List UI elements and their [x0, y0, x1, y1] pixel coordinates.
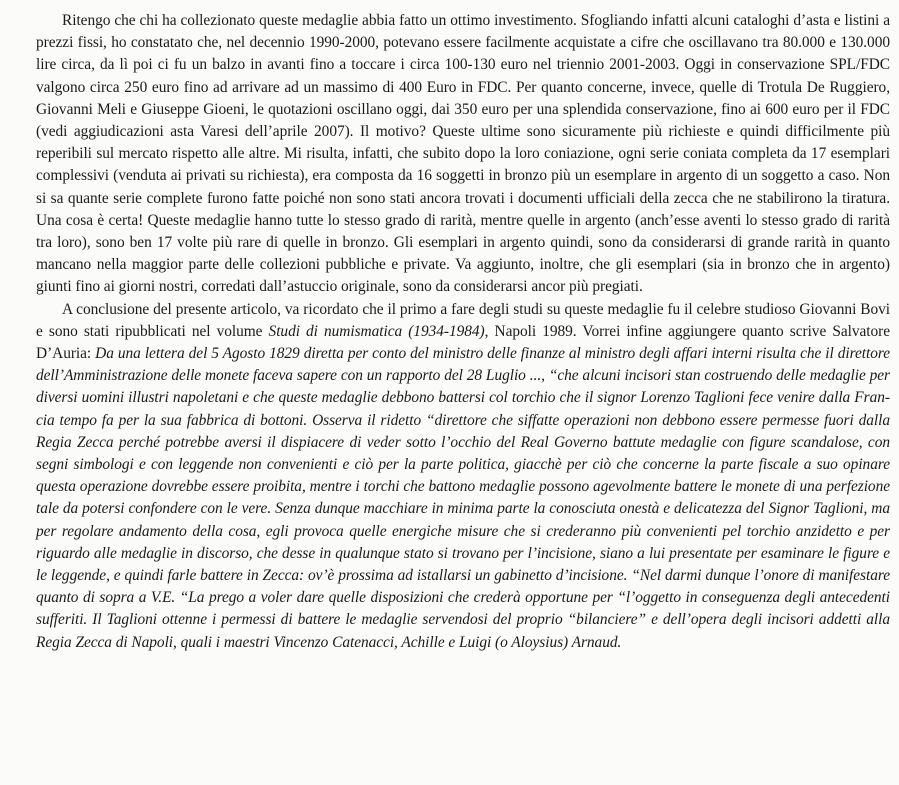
body-paragraph: Ritengo che chi ha collezionato queste medaglie abbia fatto un ottimo investimento. Sfogliando infatti alcuni cataloghi d’asta e listini a prezzi fissi, ho constatato che, nel decennio 1990-2000, potevano essere facilmente acquistate a cifre che oscillavano tra 80.000 e 130.000 lire circa, da lì poi ci fu un balzo in avanti fino a toccare i circa 100-130 euro nel triennio 2001-2003. Oggi in conservazione SPL/FDC valgono circa 250 euro fino ad arrivare ad un massimo di 400 Euro in FDC. Per quanto concerne, invece, quelle di Trotula De Ruggiero, Giovanni Meli e Giuseppe Gioeni, le quotazioni oscillano oggi, dai 350 euro per una splendida conservazione, fino ai 600 euro per il FDC (vedi aggiudicazioni asta Varesi dell’aprile 2007). Il motivo? Queste ultime sono sicuramente più richieste e quindi difficilmente più reperibili sul mercato rispetto alle altre. Mi risulta, infatti, che subito dopo la loro coniazione, ogni serie coniata completa da 17 esemplari complessivi (venduta ai privati su richiesta), era composta da 16 soggetti in bronzo più un esemplare in argento di un soggetto a caso. Non si sa quante serie complete furono fatte poiché non sono stati ancora trovati i documenti ufficiali della zecca che ne stabilirono la tiratura. Una cosa è certa! Queste medaglie hanno tutte lo stesso grado di rarità, mentre quelle in argento (anch’esse aventi lo stesso grado di rarità tra loro), sono ben 17 volte più rare di quelle in bronzo. Gli esemplari in argento quindi, sono da considerarsi di grande rarità in quanto mancano nella maggior parte delle collezioni pubbliche e private. Va aggiunto, inoltre, che gli esemplari (sia in bronzo che in argento) giunti fino ai giorni nostri, corredati dall’astuccio originale, sono da considerarsi ancor più pregiati.: [36, 12, 890, 296]
quotation: Da una lettera del 5 Agosto 1829 diretta per conto del ministro delle finanze al ministro degli affari interni risulta che il direttore dell’Amministrazione delle monete faceva sapere con un rapporto del 28 Luglio ..., “che alcuni incisori stan costruendo delle medaglie per diversi uomini illustri napoletani e che queste medaglie debbono battersi col torchio che il signor Lorenzo Taglioni fece venire dalla Francia tempo fa per la sua fabbrica di bottoni. Osserva il ridetto “direttore che siffatte operazioni non debbono essere permesse fuori dalla Regia Zecca perché potrebbe aversi il dispiacere di veder sotto l’occhio del Real Governo battute medaglie con figure scandalose, con segni simbologi e con leggende non convenienti e ciò per la parte politica, giacchè per ciò che concerne la parte fiscale a suo opinare questa operazione dovrebbe essere proibita, mentre i torchi che battono medaglie possono agevolmente battere le monete di una perfezione tale da potersi confondere con le vere. Senza dunque macchiare in minima parte la conosciuta onestà e delicatezza del Signor Taglioni, ma per regolare andamento della cosa, egli provoca quelle energiche misure che si crederanno più convenienti pel torchio anzidetto e per riguardo alle medaglie in discorso, che desse in qualunque stato si trovano per l’incisione, siano a lui presentate per esaminare le figure e le leggende, e quindi farle battere in Zecca: ov’è prossima ad istallarsi un gabinetto d’incisione. “Nel darmi dunque l’onore di manifestare quanto di sopra a V.E. “La prego a voler dare quelle disposizioni che crederà opportune per “l’oggetto in conseguenza degli antecedenti sufferiti. Il Taglioni ottenne i permessi di battere le medaglie servendosi del proprio “bilanciere” e dell’opera degli incisori addetti alla Regia Zecca di Napoli, quali i maestri Vincenzo Catenacci, Achille e Luigi (o Aloysius) Arnaud.: [36, 345, 890, 651]
body-paragraph: [36, 299, 890, 654]
document-page: [36, 10, 890, 654]
paragraph-text: A conclusione del presente articolo, va ricordato che il primo a fare degli studi su queste medaglie fu il celebre studioso Giovanni Bovi e sono stati ripubblicati nel volume: [36, 300, 890, 340]
paragraph-text: , Napoli 1989. Vorrei infine aggiungere quanto scrive Salvatore D’Auria:: [36, 322, 890, 363]
book-title: Studi di numismatica (1934-1984): [268, 322, 485, 340]
